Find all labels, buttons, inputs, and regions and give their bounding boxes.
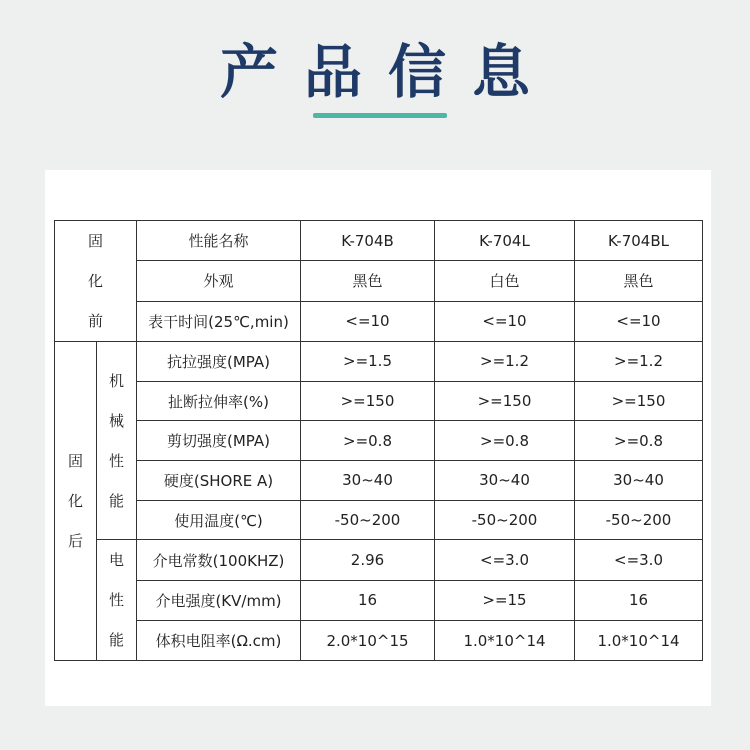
table-row [55,421,703,461]
property-name: 体积电阻率(Ω.cm) [137,621,301,661]
group-char: 化 [67,492,83,511]
property-name: 使用温度(℃) [137,500,301,540]
header-cell: K-704L [435,221,575,261]
header-cell: K-704B [301,221,435,261]
mechanical-label [97,342,137,540]
after-curing-label [55,342,97,661]
group-char: 机 [108,371,124,390]
table-cell: 30~40 [301,461,435,501]
group-char: 固 [87,232,103,250]
table-cell: -50~200 [301,500,435,540]
table-cell: 1.0*10^14 [435,621,575,661]
table-cell: >=1.2 [435,342,575,382]
table-cell: 30~40 [575,461,703,501]
property-name: 硬度(SHORE A) [137,461,301,501]
before-curing-label [55,221,137,342]
table-cell: 黑色 [575,261,703,301]
table-cell: 2.96 [301,540,435,580]
table-cell: >=15 [435,580,575,620]
table-row [55,342,703,382]
table-row [55,580,703,620]
title-underline [313,113,447,118]
group-char: 械 [108,411,124,430]
table-row [55,221,703,261]
table-row [55,621,703,661]
group-char: 性 [108,591,124,610]
table-cell: <=10 [575,301,703,341]
group-char: 能 [108,491,124,510]
table-row [55,381,703,421]
group-char: 性 [108,451,124,470]
property-name: 介电常数(100KHZ) [137,540,301,580]
table-row [55,301,703,341]
property-name: 介电强度(KV/mm) [137,580,301,620]
table-cell: 2.0*10^15 [301,621,435,661]
table-cell: >=150 [435,381,575,421]
table-cell: <=10 [301,301,435,341]
group-char: 前 [87,312,103,330]
table-row [55,461,703,501]
product-info-card [45,170,711,706]
table-row [55,500,703,540]
property-name: 抗拉强度(MPA) [137,342,301,382]
table-cell: >=0.8 [575,421,703,461]
table-row [55,261,703,301]
table-cell: -50~200 [435,500,575,540]
table-cell: -50~200 [575,500,703,540]
table-cell: >=1.5 [301,342,435,382]
group-char: 化 [87,272,103,290]
table-cell: <=10 [435,301,575,341]
table-cell: >=150 [575,381,703,421]
table-cell: <=3.0 [435,540,575,580]
table-cell: 黑色 [301,261,435,301]
header-cell: K-704BL [575,221,703,261]
group-char: 固 [67,452,83,471]
property-name: 表干时间(25℃,min) [137,301,301,341]
property-name: 外观 [137,261,301,301]
group-char: 能 [108,631,124,650]
table-cell: >=0.8 [435,421,575,461]
table-cell: 16 [575,580,703,620]
property-name: 扯断拉伸率(%) [137,381,301,421]
electrical-label [97,540,137,661]
table-cell: 1.0*10^14 [575,621,703,661]
table-cell: >=1.2 [575,342,703,382]
property-name: 剪切强度(MPA) [137,421,301,461]
group-char: 电 [108,551,124,570]
page-title: 产品信息 [219,38,556,106]
table-cell: 白色 [435,261,575,301]
table-cell: 30~40 [435,461,575,501]
table-cell: 16 [301,580,435,620]
table-cell: >=0.8 [301,421,435,461]
table-cell: <=3.0 [575,540,703,580]
group-char: 后 [67,532,83,551]
table-cell: >=150 [301,381,435,421]
spec-table [54,220,703,661]
table-row [55,540,703,580]
header-cell: 性能名称 [137,221,301,261]
